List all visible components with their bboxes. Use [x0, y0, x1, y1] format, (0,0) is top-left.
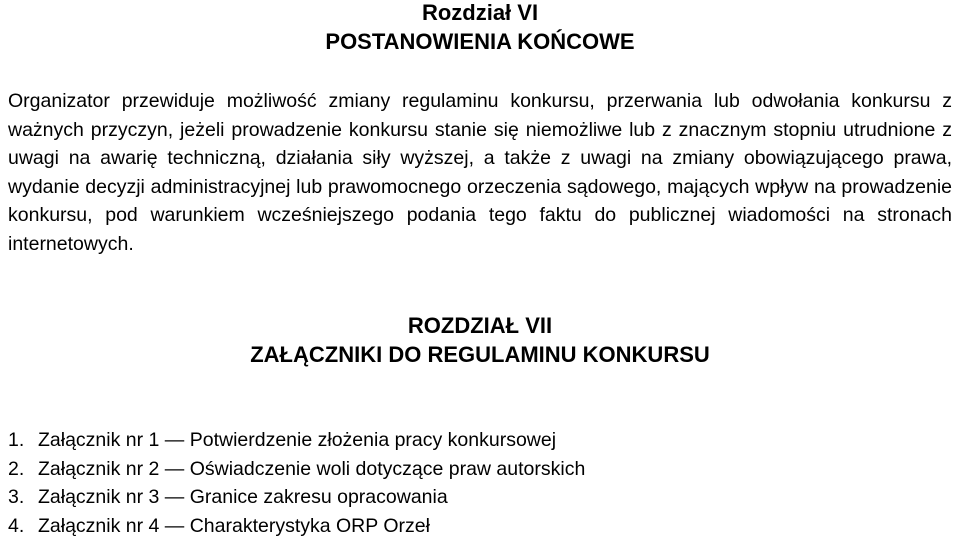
list-item-text: Załącznik nr 1 — Potwierdzenie złożenia pracy konkursowej — [38, 429, 556, 451]
list-item — [8, 512, 952, 540]
chapter-6-title: Rozdział VI — [0, 0, 960, 26]
list-item — [8, 455, 952, 484]
list-item-number: 3. — [8, 483, 38, 512]
final-provisions-paragraph: Organizator przewiduje możliwość zmiany regulaminu konkursu, przerwania lub odwołania konkursu z ważnych przyczyn, jeżeli prowadzenie konkursu stanie się niemożliwe lub z znacznym stopniu utrudnione z uwagi na awarię techniczną, działania siły wyższej, a także z uwagi na zmiany obowiązującego prawa, wydanie decyzji administracyjnej lub prawomocnego orzeczenia sądowego, mających wpływ na prowadzenie konkursu, pod warunkiem wcześniejszego podania tego faktu do publicznej wiadomości na stronach internetowych. — [8, 87, 952, 258]
list-item — [8, 426, 952, 455]
list-item — [8, 483, 952, 512]
chapter-6-subtitle: POSTANOWIENIA KOŃCOWE — [0, 29, 960, 55]
list-item-text: Załącznik nr 3 — Granice zakresu opracowania — [38, 486, 448, 508]
chapter-7-title: ROZDZIAŁ VII — [0, 313, 960, 339]
list-item-number: 1. — [8, 426, 38, 455]
list-item-text: Załącznik nr 2 — Oświadczenie woli dotyczące praw autorskich — [38, 458, 585, 480]
list-item-text: Załącznik nr 4 — Charakterystyka ORP Orzeł — [38, 515, 430, 537]
list-item-number: 4. — [8, 512, 38, 540]
chapter-7-subtitle: ZAŁĄCZNIKI DO REGULAMINU KONKURSU — [0, 342, 960, 368]
attachments-list — [8, 426, 952, 540]
list-item-number: 2. — [8, 455, 38, 484]
